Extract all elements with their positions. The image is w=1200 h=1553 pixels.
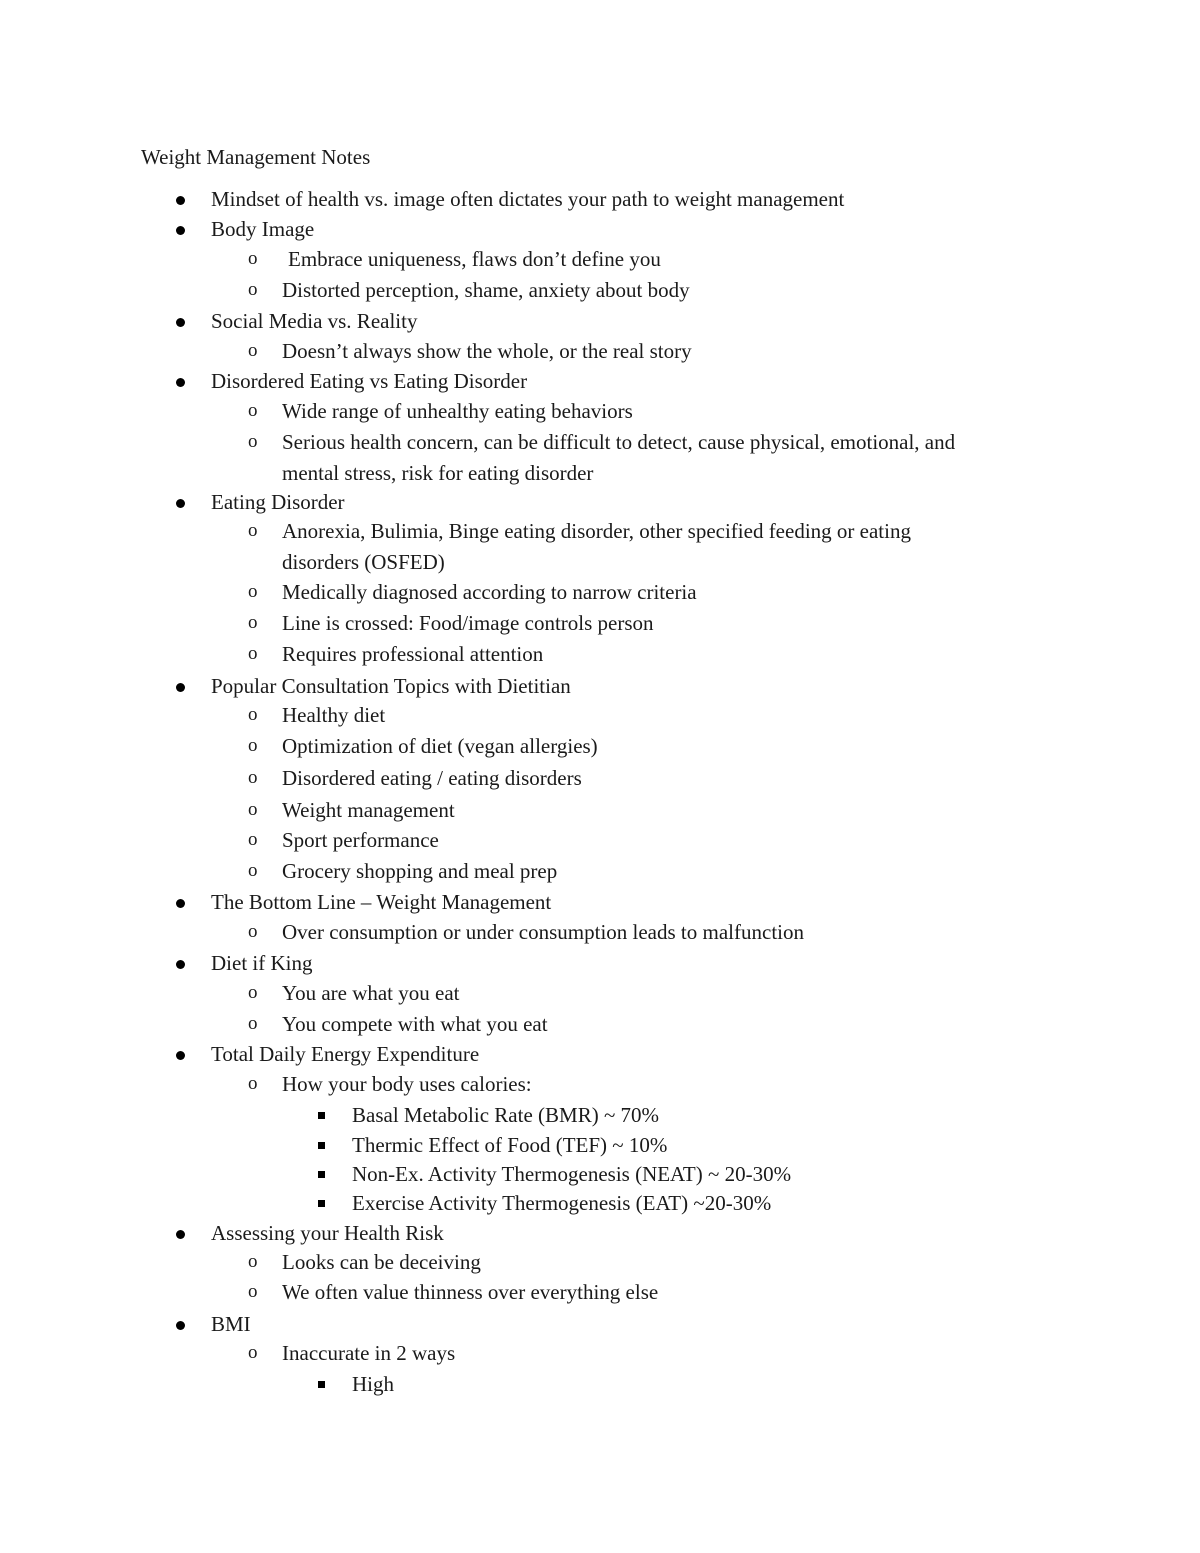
circle-marker: o	[248, 1281, 258, 1302]
circle-marker: o	[248, 860, 258, 881]
circle-marker: o	[248, 767, 258, 788]
list-item-text: disorders (OSFED)	[282, 550, 445, 574]
list-item-text: Total Daily Energy Expenditure	[211, 1042, 480, 1066]
circle-marker: o	[248, 581, 258, 602]
list-item-text: Thermic Effect of Food (TEF) ~ 10%	[352, 1133, 668, 1157]
bullet-marker	[176, 196, 185, 205]
list-item-text: Social Media vs. Reality	[211, 309, 418, 333]
list-item-text: Basal Metabolic Rate (BMR) ~ 70%	[352, 1103, 660, 1127]
list-item-text: Weight management	[282, 798, 455, 822]
list-item-text: Medically diagnosed according to narrow criteria	[282, 580, 697, 604]
list-item-text: Grocery shopping and meal prep	[282, 859, 558, 883]
list-item-text: The Bottom Line – Weight Management	[211, 890, 552, 914]
circle-marker: o	[248, 799, 258, 820]
list-item-text: Serious health concern, can be difficult to detect, cause physical, emotional, and	[282, 430, 956, 454]
list-item-text: Anorexia, Bulimia, Binge eating disorder, other specified feeding or eating	[282, 519, 911, 543]
list-item-text: Body Image	[211, 217, 315, 241]
circle-marker: o	[248, 643, 258, 664]
bullet-marker	[176, 1051, 185, 1060]
bullet-marker	[176, 899, 185, 908]
list-item-text: mental stress, risk for eating disorder	[282, 461, 594, 485]
list-item-text: How your body uses calories:	[282, 1072, 532, 1096]
circle-marker: o	[248, 248, 258, 269]
list-item-text: Eating Disorder	[211, 490, 345, 514]
list-item-text: Mindset of health vs. image often dictates your path to weight management	[211, 187, 845, 211]
circle-marker: o	[248, 829, 258, 850]
square-marker	[318, 1381, 325, 1388]
list-item-text: Assessing your Health Risk	[211, 1221, 444, 1245]
list-item-text: Wide range of unhealthy eating behaviors	[282, 399, 633, 423]
list-item-text: High	[352, 1372, 394, 1396]
bullet-marker	[176, 499, 185, 508]
circle-marker: o	[248, 1342, 258, 1363]
document-title: Weight Management Notes	[141, 145, 371, 169]
circle-marker: o	[248, 704, 258, 725]
list-item-text: We often value thinness over everything else	[282, 1280, 659, 1304]
list-item-text: Diet if King	[211, 951, 313, 975]
list-item-text: Distorted perception, shame, anxiety about body	[282, 278, 690, 302]
list-item-text: You are what you eat	[282, 981, 460, 1005]
square-marker	[318, 1200, 325, 1207]
bullet-marker	[176, 960, 185, 969]
list-item-text: Doesn’t always show the whole, or the real story	[282, 339, 692, 363]
circle-marker: o	[248, 279, 258, 300]
circle-marker: o	[248, 431, 258, 452]
list-item-text: Looks can be deceiving	[282, 1250, 481, 1274]
list-item-text: Disordered Eating vs Eating Disorder	[211, 369, 528, 393]
list-item-text: Non-Ex. Activity Thermogenesis (NEAT) ~ 20-30%	[352, 1162, 792, 1186]
bullet-marker	[176, 683, 185, 692]
bullet-marker	[176, 318, 185, 327]
circle-marker: o	[248, 520, 258, 541]
bullet-marker	[176, 1230, 185, 1239]
list-item-text: You compete with what you eat	[282, 1012, 548, 1036]
circle-marker: o	[248, 982, 258, 1003]
square-marker	[318, 1142, 325, 1149]
list-item-text: Embrace uniqueness, flaws don’t define you	[288, 247, 661, 271]
bullet-marker	[176, 1321, 185, 1330]
list-item-text: Optimization of diet (vegan allergies)	[282, 734, 598, 758]
list-item-text: Line is crossed: Food/image controls person	[282, 611, 654, 635]
circle-marker: o	[248, 400, 258, 421]
bullet-marker	[176, 226, 185, 235]
list-item-text: Healthy diet	[282, 703, 386, 727]
list-item-text: Popular Consultation Topics with Dietitian	[211, 674, 571, 698]
list-item-text: Inaccurate in 2 ways	[282, 1341, 456, 1365]
circle-marker: o	[248, 1013, 258, 1034]
list-item-text: Over consumption or under consumption leads to malfunction	[282, 920, 804, 944]
circle-marker: o	[248, 735, 258, 756]
square-marker	[318, 1171, 325, 1178]
list-item-text: Exercise Activity Thermogenesis (EAT) ~20-30%	[352, 1191, 772, 1215]
bullet-marker	[176, 378, 185, 387]
list-item-text: Sport performance	[282, 828, 439, 852]
circle-marker: o	[248, 1073, 258, 1094]
circle-marker: o	[248, 1251, 258, 1272]
circle-marker: o	[248, 612, 258, 633]
list-item-text: Disordered eating / eating disorders	[282, 766, 582, 790]
list-item-text: BMI	[211, 1312, 251, 1336]
list-item-text: Requires professional attention	[282, 642, 544, 666]
circle-marker: o	[248, 340, 258, 361]
square-marker	[318, 1112, 325, 1119]
circle-marker: o	[248, 921, 258, 942]
